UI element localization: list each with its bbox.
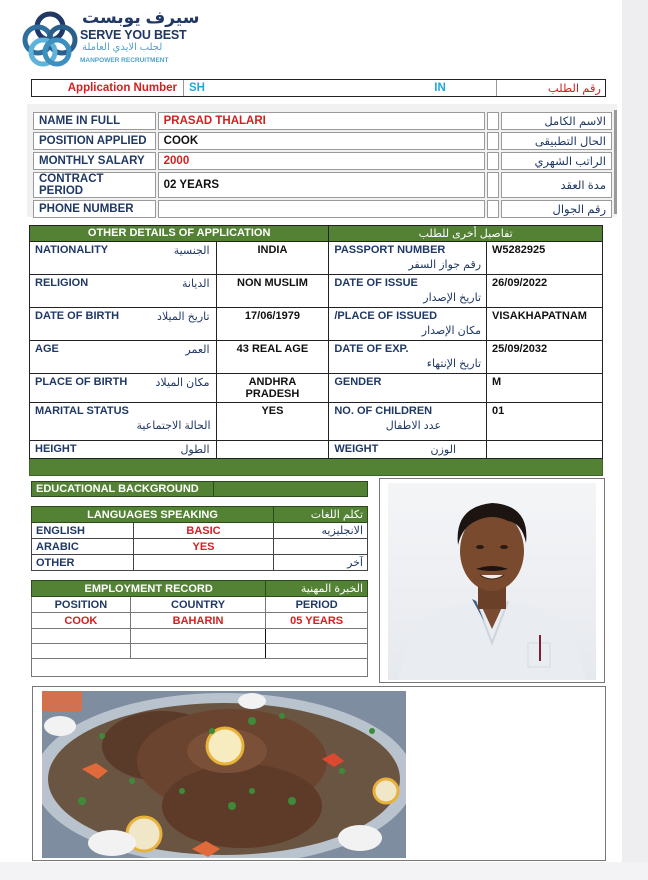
personal-info-table [31,110,614,220]
place-of-issue-label-ar: مكان الإصدار [421,325,482,337]
height-label: HEIGHT [35,443,77,455]
nationality-label-ar: الجنسية [173,245,210,257]
monthly-salary-value: 2000 [158,152,486,170]
place-of-birth-value: ANDHRA PRADESH [216,374,329,403]
language-name-ar: آخر [274,555,368,571]
field-label: POSITION APPLIED [33,132,156,150]
languages-header-ar: تكلم اللغات [274,507,368,523]
application-number-row [31,79,606,97]
gender-label: GENDER [334,376,382,388]
employment-country: BAHARIN [130,613,266,629]
passport-number-label: PASSPORT NUMBER [334,244,446,256]
phone-number-value [158,200,486,218]
spacer-cell [487,112,499,130]
height-value [216,441,329,459]
languages-header-row [32,507,368,523]
field-label: NAME IN FULL [33,112,156,130]
details-row [30,374,603,403]
contract-period-value: 02 YEARS [158,172,486,198]
children-label: NO. OF CHILDREN [334,405,433,417]
personal-row-phone [33,200,612,218]
children-label-ar: عدد الاطفال [385,420,442,432]
language-name-ar [274,539,368,555]
cooked-dish-photo [42,691,406,858]
language-level: BASIC [134,523,274,539]
detail-label-cell [30,374,217,403]
nationality-label: NATIONALITY [35,244,109,256]
column-header-country: COUNTRY [130,597,266,613]
personal-row-salary [33,152,612,170]
language-level: YES [134,539,274,555]
language-row [32,539,368,555]
details-footer-bar [30,459,603,476]
employment-header-en: EMPLOYMENT RECORD [32,581,266,597]
detail-label-cell [30,341,217,374]
language-name-ar: الانجليزيه [274,523,368,539]
employment-row [32,613,368,629]
nationality-value: INDIA [216,242,329,275]
personal-row-contract [33,172,612,198]
detail-label-cell [30,441,217,459]
detail-label-cell [329,374,487,403]
field-label-ar: مدة العقد [501,172,612,198]
employment-country [130,629,266,644]
spacer-cell [487,132,499,150]
spacer-cell [487,200,499,218]
detail-label-cell [30,308,217,341]
employment-position [32,629,131,644]
panel-shadow [614,110,617,214]
details-row [30,341,603,374]
detail-label-cell [329,242,487,275]
employment-period [266,644,368,659]
educational-background-label: EDUCATIONAL BACKGROUND [32,482,214,496]
employment-header-row [32,581,368,597]
spacer-cell [487,172,499,198]
personal-row-name [33,112,612,130]
religion-value: NON MUSLIM [216,275,329,308]
bottom-margin-gutter [0,862,648,880]
applicant-portrait-photo [388,483,596,680]
employment-country [130,644,266,659]
field-label-ar: الاسم الكامل [501,112,612,130]
field-label: MONTHLY SALARY [33,152,156,170]
detail-label-cell [30,403,217,441]
date-of-issue-label: DATE OF ISSUE [334,277,418,289]
detail-label-cell [329,341,487,374]
field-label-ar: الراتب الشهري [501,152,612,170]
marital-status-label: MARITAL STATUS [35,405,129,417]
field-label: CONTRACT PERIOD [33,172,156,198]
detail-label-cell [329,308,487,341]
age-value: 43 REAL AGE [216,341,329,374]
language-name: ARABIC [32,539,134,555]
detail-label-cell [329,403,487,441]
detail-label-cell [30,242,217,275]
logo-english-tagline: MANPOWER RECRUITMENT [80,57,169,64]
date-of-expiry-label: DATE OF EXP. [334,343,409,355]
employment-column-headers [32,597,368,613]
language-row [32,555,368,571]
age-label: AGE [35,343,59,355]
employment-row [32,644,368,659]
details-row [30,403,603,441]
detail-label-cell [30,275,217,308]
other-details-table [29,225,603,476]
place-of-issue-label: /PLACE OF ISSUED [334,310,438,322]
place-of-issue-value: VISAKHAPATNAM [487,308,603,341]
marital-status-label-ar: الحالة الاجتماعية [136,420,211,432]
date-of-issue-label-ar: تاريخ الإصدار [423,292,482,304]
details-row [30,242,603,275]
passport-number-value: W5282925 [487,242,603,275]
height-label-ar: الطول [180,444,210,456]
place-of-birth-label: PLACE OF BIRTH [35,376,128,388]
educational-background-header [31,481,368,497]
details-header-en: OTHER DETAILS OF APPLICATION [30,226,329,242]
personal-row-position [33,132,612,150]
company-logo [22,8,200,70]
language-row [32,523,368,539]
date-of-expiry-value: 25/09/2032 [487,341,603,374]
date-of-birth-value: 17/06/1979 [216,308,329,341]
logo-arabic-tagline: لجلب الايدي العاملة [82,42,163,53]
languages-table [31,506,368,571]
weight-value [487,441,603,459]
language-name: OTHER [32,555,134,571]
position-applied-value: COOK [158,132,486,150]
field-label-ar: رقم الجوال [501,200,612,218]
details-row [30,308,603,341]
religion-label: RELIGION [35,277,89,289]
detail-label-cell [329,441,487,459]
dish-illustration [42,691,406,858]
employment-record-table [31,580,368,677]
date-of-birth-label-ar: تاريخ الميلاد [157,311,210,323]
right-margin-gutter [622,0,648,862]
application-number-prefix: SH [189,82,205,94]
employment-row-empty [32,659,368,677]
applicant-name-value: PRASAD THALARI [158,112,486,130]
logo-arabic-name: سيرف يوبست [82,8,200,27]
languages-header-en: LANGUAGES SPEAKING [32,507,274,523]
application-number-suffix: IN [384,80,497,96]
place-of-birth-label-ar: مكان الميلاد [155,377,210,389]
applicant-photo-frame [379,478,605,683]
green-footer-band [30,459,603,476]
employment-row [32,629,368,644]
field-label-ar: الحال التطبيقى [501,132,612,150]
application-number-label-ar: رقم الطلب [547,83,601,95]
date-of-birth-label: DATE OF BIRTH [35,310,120,322]
children-value: 01 [487,403,603,441]
language-level [134,555,274,571]
religion-label-ar: الديانة [181,278,210,290]
weight-label: WEIGHT [334,443,379,455]
logo-english-name: SERVE YOU BEST [80,28,187,42]
employment-position: COOK [32,613,131,629]
details-header-row [30,226,603,242]
dish-photo-frame [32,686,606,861]
column-header-period: PERIOD [266,597,368,613]
employment-period [266,629,368,644]
employment-period: 05 YEARS [266,613,368,629]
details-row [30,441,603,459]
weight-label-ar: الوزن [430,444,457,456]
gender-value: M [487,374,603,403]
field-label: PHONE NUMBER [33,200,156,218]
marital-status-value: YES [216,403,329,441]
application-number-label: Application Number [32,80,184,96]
employment-empty-cell [32,659,368,677]
employment-position [32,644,131,659]
language-name: ENGLISH [32,523,134,539]
details-header-ar: تفاصيل أخرى للطلب [329,226,603,242]
date-of-issue-value: 26/09/2022 [487,275,603,308]
date-of-expiry-label-ar: تاريخ الإنتهاء [426,358,482,370]
passport-number-label-ar: رقم جواز السفر [408,259,482,271]
detail-label-cell [329,275,487,308]
column-header-position: POSITION [32,597,131,613]
interlaced-rings-logo-icon [22,10,78,68]
employment-header-ar: الخبرة المهنية [266,581,368,597]
age-label-ar: العمر [185,344,210,356]
portrait-illustration [388,483,596,680]
spacer-cell [487,152,499,170]
details-row [30,275,603,308]
